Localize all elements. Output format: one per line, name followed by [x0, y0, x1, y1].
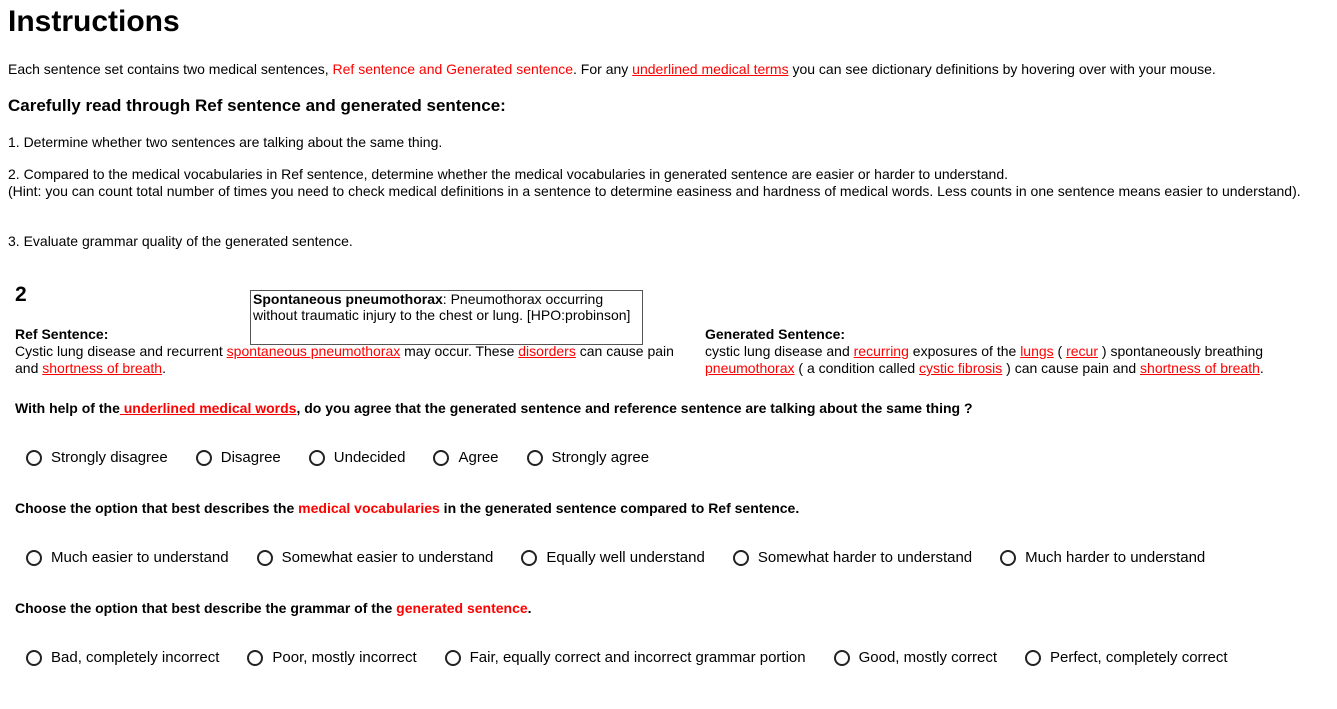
- radio-option-much-easier[interactable]: [26, 549, 229, 566]
- step-3: 3. Evaluate grammar quality of the generated sentence.: [8, 233, 353, 249]
- tooltip-definition: : Pneumothorax occurring without traumatic injury to the chest or lung. [HPO:probinson]: [253, 291, 631, 323]
- radio-label: Somewhat easier to understand: [281, 549, 494, 566]
- ref-text-part: .: [162, 360, 166, 376]
- gen-text-part: ( a condition called: [794, 360, 920, 376]
- radio-label: Strongly agree: [551, 449, 650, 466]
- radio-option-poor[interactable]: [247, 649, 416, 666]
- radio-button[interactable]: [1025, 650, 1041, 666]
- gen-text-part: .: [1259, 360, 1264, 376]
- radio-button[interactable]: [834, 650, 850, 666]
- question-text: Choose the option that best describe the grammar of the: [15, 600, 397, 616]
- radio-group-same-meaning: [26, 449, 677, 466]
- intro-term-link[interactable]: underlined medical terms: [632, 61, 789, 77]
- radio-group-vocabulary: [26, 549, 1233, 566]
- question-same-meaning: [15, 400, 973, 417]
- ref-text-part: can cause pain and: [15, 343, 674, 376]
- radio-button[interactable]: [433, 450, 449, 466]
- ref-text-part: may occur. These: [400, 343, 519, 359]
- radio-button[interactable]: [26, 550, 42, 566]
- generated-sentence-block: [705, 326, 1335, 377]
- radio-option-bad[interactable]: [26, 649, 219, 666]
- gen-text-part: cystic lung disease and: [705, 343, 854, 359]
- radio-label: Equally well understand: [546, 549, 705, 566]
- radio-label: Disagree: [220, 449, 281, 466]
- intro-text: [8, 61, 1333, 78]
- radio-label: Undecided: [333, 449, 406, 466]
- gen-term-pneumothorax[interactable]: pneumothorax: [705, 360, 795, 376]
- radio-label: Somewhat harder to understand: [757, 549, 973, 566]
- radio-group-grammar: [26, 649, 1256, 666]
- step-2: [8, 166, 1328, 200]
- radio-button[interactable]: [257, 550, 273, 566]
- radio-option-perfect[interactable]: [1025, 649, 1228, 666]
- gen-term-recur[interactable]: recur: [1066, 343, 1099, 359]
- intro-part: . For any: [573, 61, 633, 77]
- page-title: Instructions: [8, 5, 180, 38]
- ref-sentence-label: Ref Sentence:: [15, 326, 109, 342]
- intro-highlight: Ref sentence and Generated sentence: [332, 61, 574, 77]
- ref-sentence-text: [15, 343, 685, 377]
- radio-button[interactable]: [527, 450, 543, 466]
- radio-option-disagree[interactable]: [196, 449, 281, 466]
- ref-term-disorders[interactable]: disorders: [518, 343, 576, 359]
- radio-button[interactable]: [1000, 550, 1016, 566]
- radio-button[interactable]: [445, 650, 461, 666]
- ref-term-shortness-of-breath[interactable]: shortness of breath: [42, 360, 163, 376]
- question-text: Choose the option that best describes the: [15, 500, 299, 516]
- gen-text-part: (: [1053, 343, 1067, 359]
- radio-button[interactable]: [521, 550, 537, 566]
- radio-label: Strongly disagree: [51, 449, 168, 466]
- radio-option-much-harder[interactable]: [1000, 549, 1205, 566]
- question-grammar: [15, 600, 532, 617]
- radio-button[interactable]: [733, 550, 749, 566]
- generated-sentence-text: [705, 343, 1335, 377]
- radio-label: Good, mostly correct: [858, 649, 997, 666]
- radio-button[interactable]: [309, 450, 325, 466]
- generated-sentence-label: Generated Sentence:: [705, 326, 846, 342]
- radio-option-undecided[interactable]: [309, 449, 406, 466]
- question-text: , do you agree that the generated sentence and reference sentence are talking about the same thing ?: [296, 400, 973, 416]
- step-2-hint: (Hint: you can count total number of times you need to check medical definitions in a sentence to determine easiness and hardness of medical words. Less counts in one sentence means easier to understand).: [8, 183, 1301, 199]
- gen-term-cystic-fibrosis[interactable]: cystic fibrosis: [919, 360, 1003, 376]
- gen-term-lungs[interactable]: lungs: [1020, 343, 1054, 359]
- ref-term-spontaneous-pneumothorax[interactable]: spontaneous pneumothorax: [226, 343, 401, 359]
- radio-label: Fair, equally correct and incorrect grammar portion: [469, 649, 806, 666]
- radio-option-strongly-agree[interactable]: [527, 449, 650, 466]
- radio-button[interactable]: [247, 650, 263, 666]
- question-highlight-link[interactable]: underlined medical words: [119, 400, 297, 416]
- question-vocabulary: [15, 500, 799, 517]
- radio-option-agree[interactable]: [433, 449, 498, 466]
- radio-label: Much harder to understand: [1025, 549, 1206, 566]
- radio-label: Poor, mostly incorrect: [272, 649, 417, 666]
- gen-text-part: ) spontaneously breathing: [1098, 343, 1264, 359]
- radio-option-fair[interactable]: [445, 649, 806, 666]
- gen-term-shortness-of-breath[interactable]: shortness of breath: [1140, 360, 1260, 376]
- gen-text-part: ) can cause pain and: [1002, 360, 1141, 376]
- question-text: .: [527, 600, 532, 616]
- radio-option-somewhat-easier[interactable]: [257, 549, 494, 566]
- radio-button[interactable]: [26, 650, 42, 666]
- radio-option-somewhat-harder[interactable]: [733, 549, 972, 566]
- intro-part: you can see dictionary definitions by hovering over with your mouse.: [788, 61, 1216, 77]
- tooltip-term: Spontaneous pneumothorax: [253, 291, 443, 307]
- radio-label: Bad, completely incorrect: [51, 649, 220, 666]
- radio-button[interactable]: [26, 450, 42, 466]
- radio-option-equally-understand[interactable]: [521, 549, 704, 566]
- radio-label: Agree: [458, 449, 499, 466]
- step-1: 1. Determine whether two sentences are talking about the same thing.: [8, 134, 443, 150]
- ref-text-part: Cystic lung disease and recurrent: [15, 343, 227, 359]
- ref-sentence-block: [15, 326, 685, 377]
- question-text: in the generated sentence compared to Ref sentence.: [439, 500, 800, 516]
- radio-option-strongly-disagree[interactable]: [26, 449, 168, 466]
- gen-term-recurring[interactable]: recurring: [853, 343, 909, 359]
- step-2-text: 2. Compared to the medical vocabularies in Ref sentence, determine whether the medical vocabularies in generated sentence are easier or harder to understand.: [8, 166, 1009, 182]
- question-text: With help of the: [15, 400, 120, 416]
- item-number: 2: [15, 283, 27, 306]
- radio-option-good[interactable]: [834, 649, 997, 666]
- radio-button[interactable]: [196, 450, 212, 466]
- radio-label: Perfect, completely correct: [1050, 649, 1228, 666]
- question-highlight: generated sentence: [396, 600, 528, 616]
- radio-label: Much easier to understand: [51, 549, 229, 566]
- question-highlight: medical vocabularies: [298, 500, 440, 516]
- gen-text-part: exposures of the: [908, 343, 1021, 359]
- subheading: Carefully read through Ref sentence and generated sentence:: [8, 96, 506, 115]
- intro-part: Each sentence set contains two medical sentences,: [8, 61, 333, 77]
